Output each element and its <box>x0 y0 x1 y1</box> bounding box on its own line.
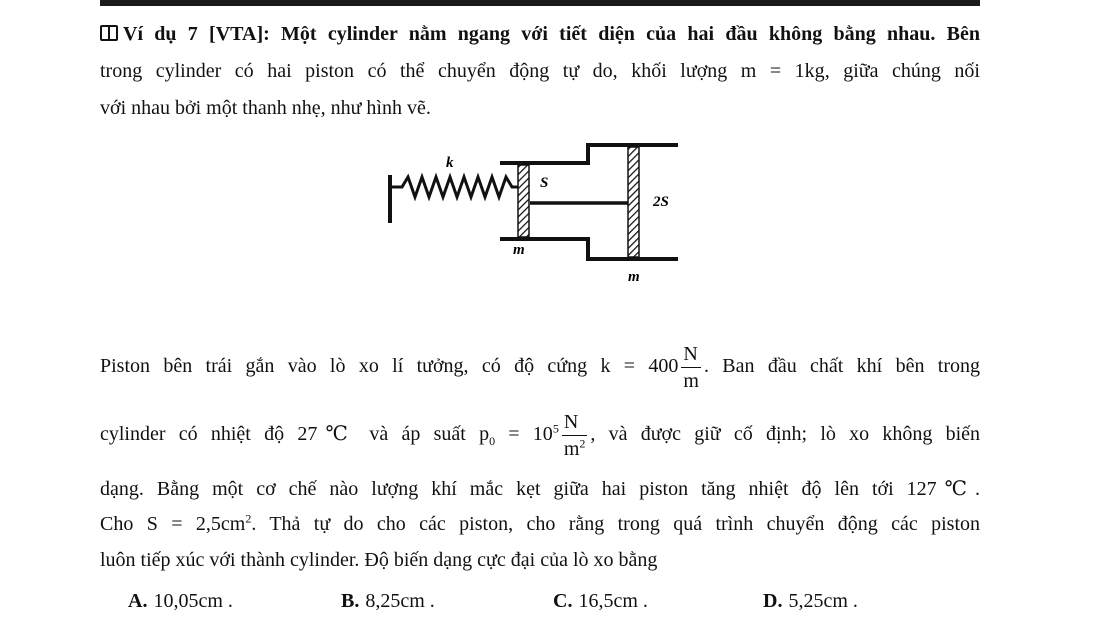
unit-numerator: N <box>683 343 698 365</box>
answer-option-d[interactable] <box>763 590 858 613</box>
pressure-unit-den-exp: 2 <box>579 436 586 451</box>
body-line-2 <box>100 412 980 459</box>
problem-line-2-tail: , giữa chúng nối <box>824 60 980 82</box>
body-line-2-text: cylinder có nhiệt độ 27℃ và áp suất <box>100 423 466 446</box>
problem-label: Ví dụ 7 [VTA]: <box>123 23 270 45</box>
problem-line-2-text: trong cylinder có hai piston có thể chuyển động tự do, khối lượng <box>100 60 728 82</box>
body-line-2-tail: , và được giữ cố định; lò xo không biến <box>590 423 981 446</box>
spring-label: k <box>446 155 454 171</box>
pressure-value: = 10 <box>508 423 553 446</box>
answer-text: 16,5cm . <box>578 590 648 612</box>
piston-figure <box>380 135 710 290</box>
answer-text: 8,25cm . <box>365 590 435 612</box>
answer-option-c[interactable] <box>553 590 648 613</box>
book-icon <box>100 25 118 41</box>
area-exponent: 2 <box>245 511 252 526</box>
pressure-unit-denominator <box>562 435 588 459</box>
answer-option-b[interactable] <box>341 590 435 613</box>
cylinder-wall-bottom <box>500 239 678 259</box>
large-piston <box>628 147 639 257</box>
pressure-symbol: p <box>479 423 490 446</box>
large-area-label: 2S <box>653 194 669 210</box>
small-piston <box>518 165 529 237</box>
cylinder-wall <box>500 145 678 163</box>
pressure-exponent: 5 <box>552 421 559 436</box>
unit-fraction <box>681 344 701 391</box>
mass-right-label: m <box>628 269 640 285</box>
problem-line-1-text: Một cylinder nằm ngang với tiết diện của hai đầu không bằng nhau. Bên <box>281 23 980 45</box>
spring <box>390 177 520 197</box>
answer-text: 10,05cm . <box>153 590 233 612</box>
area-value: S = 2,5cm <box>146 513 246 535</box>
answer-option-a[interactable] <box>128 590 233 613</box>
pressure-unit-fraction <box>562 412 588 459</box>
body-line-5: luôn tiếp xúc với thành cylinder. Độ biến dạng cực đại của lò xo bằng <box>100 549 658 571</box>
answer-letter: D. <box>763 590 783 612</box>
answer-text: 5,25cm . <box>788 590 858 612</box>
pressure-subscript: 0 <box>489 434 496 449</box>
unit-denominator: m <box>681 367 701 391</box>
small-area-label: S <box>540 175 549 191</box>
pressure-unit-den-base: m <box>563 438 580 460</box>
answer-letter: C. <box>553 590 573 612</box>
problem-line-1 <box>100 22 980 46</box>
mass-value: m = 1kg <box>740 60 825 82</box>
area-formula <box>147 513 252 535</box>
problem-line-3: với nhau bởi một thanh nhẹ, như hình vẽ. <box>100 97 431 119</box>
body-line-3: dạng. Bằng một cơ chế nào lượng khí mắc kẹt giữa hai piston tăng nhiệt độ lên tới 127℃. <box>100 478 980 500</box>
top-rule <box>100 0 980 6</box>
answer-letter: B. <box>341 590 360 612</box>
pressure-unit-numerator: N <box>563 411 579 433</box>
body-line-4-lead: Cho <box>100 513 134 535</box>
mass-left-label: m <box>513 242 525 258</box>
pressure-formula <box>479 421 559 449</box>
problem-line-2 <box>100 59 980 83</box>
body-line-1-text: Piston bên trái gắn vào lò xo lí tưởng, có độ cứng <box>100 355 588 378</box>
body-line-4-text: . Thả tự do cho các piston, cho rằng trong quá trình chuyển động các piston <box>251 513 980 535</box>
body-line-4 <box>100 512 980 536</box>
body-line-1 <box>100 344 980 391</box>
answer-letter: A. <box>128 590 148 612</box>
body-line-1-tail: . Ban đầu chất khí bên trong <box>703 355 980 378</box>
spring-constant: k = 400 <box>600 355 679 378</box>
